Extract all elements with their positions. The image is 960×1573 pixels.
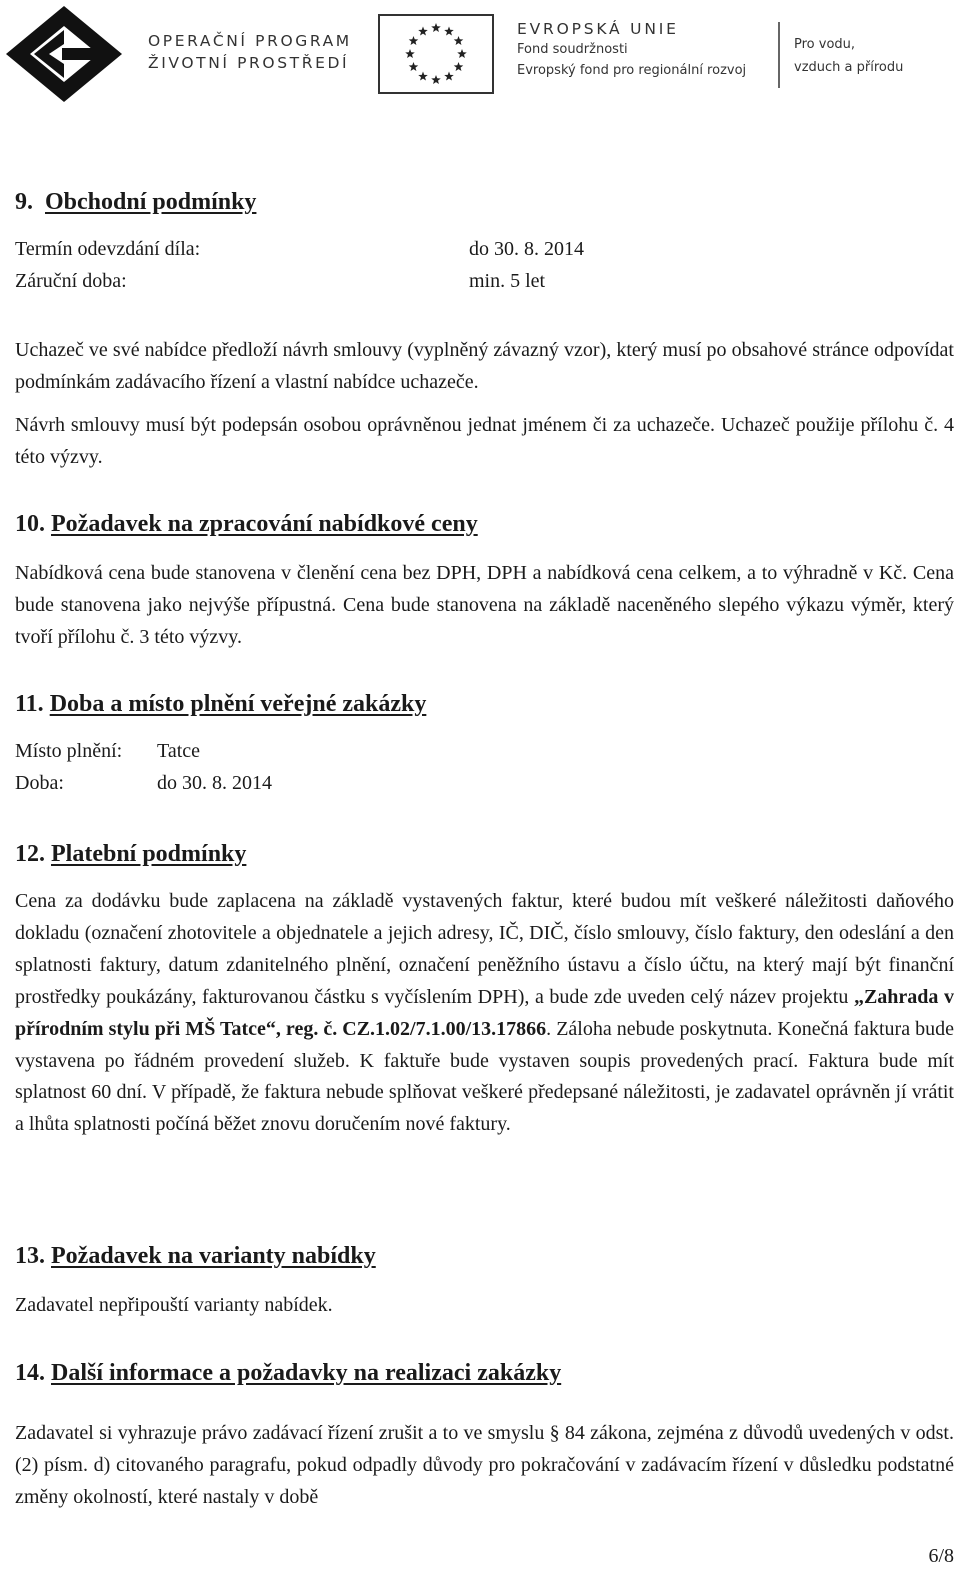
term-label: Termín odevzdání díla:: [15, 238, 201, 260]
section-title: Platební podmínky: [51, 841, 247, 867]
warranty-row: [15, 270, 546, 293]
page-number: 6/8: [928, 1545, 954, 1567]
header-divider: [778, 22, 780, 88]
eu-title: EVROPSKÁ UNIE: [517, 20, 679, 38]
program-line-1: OPERAČNÍ PROGRAM: [148, 32, 352, 50]
project-name: „Zahrada v přírodním stylu při MŠ Tatce“, reg. č. CZ.1.02/7.1.00/13.17866: [15, 985, 954, 1040]
section-number: 11.: [15, 691, 44, 717]
section-9-paragraph-2: Návrh smlouvy musí být podepsán osobou oprávněnou jednat jménem či za uchazeče. Uchazeč použije přílohu č. 4 této výzvy.: [15, 414, 954, 468]
section-number: 12.: [15, 841, 45, 867]
section-number: 9.: [15, 189, 33, 215]
time-row: [15, 772, 272, 795]
eu-star-icon: [444, 72, 454, 81]
section-14-paragraph: Zadavatel si vyhrazuje právo zadávací řízení zrušit a to ve smyslu § 84 zákona, zejména z důvodů uvedených v odst. (2) písm. d) citovaného paragrafu, pokud odpadly důvody pro pokračování v zadávacím řízení v důsledku podstatné změny okolností, které nastaly v době: [15, 1422, 954, 1508]
section-title: Doba a místo plnění veřejné zakázky: [49, 691, 427, 717]
section-10-heading: [15, 511, 478, 538]
section-number: 14.: [15, 1360, 45, 1386]
slogan-line-1: Pro vodu,: [794, 37, 856, 52]
warranty-label: Záruční doba:: [15, 270, 127, 292]
place-label: Místo plnění:: [15, 740, 123, 762]
section-13-heading: [15, 1243, 376, 1270]
payment-text-a: Cena za dodávku bude zaplacena na základě vystavených faktur, které budou mít veškeré náležitosti daňového dokladu (označení zhotovitele a objednatele a jejich adresy, IČ, DIČ, číslo smlouvy, číslo faktury, den odeslání a den splatnosti faktury, datum zdanitelného plnění, označení peněžního ústavu a číslo účtu, na který mají být finanční prostředky poukázány, fakturovanou částku s vyčíslením DPH), a bude zde uveden celý název projektu: [15, 890, 954, 1008]
section-14-heading: [15, 1360, 561, 1387]
program-line-2: ŽIVOTNÍ PROSTŘEDÍ: [148, 54, 350, 72]
page-header: [0, 0, 960, 110]
opzp-logo-icon: [4, 4, 124, 104]
eu-star-icon: [409, 36, 419, 45]
section-13-paragraph: Zadavatel nepřipouští varianty nabídek.: [15, 1294, 333, 1316]
place-row: [15, 740, 201, 763]
section-title: Další informace a požadavky na realizaci zakázky: [51, 1360, 562, 1386]
eu-flag-icon: [378, 14, 494, 94]
slogan: [794, 33, 903, 79]
program-name: [148, 30, 352, 74]
eu-star-icon: [454, 62, 464, 71]
section-title: Obchodní podmínky: [45, 189, 257, 215]
eu-star-icon: [457, 49, 467, 58]
section-11-heading: [15, 691, 426, 718]
time-label: Doba:: [15, 772, 64, 794]
section-9-paragraph-1: Uchazeč ve své nabídce předloží návrh smlouvy (vyplněný závazný vzor), který musí po obsahové stránce odpovídat podmínkám zadávacího řízení a vlastní nabídce uchazeče.: [15, 339, 954, 393]
eu-star-icon: [418, 72, 428, 81]
section-number: 13.: [15, 1243, 45, 1269]
term-value: do 30. 8. 2014: [469, 238, 584, 260]
slogan-line-2: vzduch a přírodu: [794, 60, 904, 75]
payment-text-b: . Záloha nebude poskytnuta. Konečná faktura bude vystavena po řádném provedení služeb. K faktuře bude vystaven soupis provedených prací. Faktura bude mít splatnost 60 dní. V případě, že faktura nebude splňovat veškeré předepsané náležitosti, je zadavatel oprávněn jí vrátit a lhůta splatnosti počíná běžet znovu doručením nové faktury.: [15, 1017, 955, 1136]
eu-text-block: [517, 19, 746, 81]
eu-star-icon: [431, 23, 441, 32]
section-12-heading: [15, 841, 246, 868]
eu-star-icon: [444, 26, 454, 35]
section-9-heading: [15, 189, 256, 216]
section-title: Požadavek na varianty nabídky: [51, 1243, 376, 1269]
eu-fund-1: Fond soudržnosti: [517, 42, 628, 57]
eu-star-icon: [454, 36, 464, 45]
term-row: [15, 238, 584, 261]
time-value: do 30. 8. 2014: [157, 772, 272, 794]
eu-star-icon: [431, 75, 441, 84]
section-12-paragraph: [15, 886, 954, 1141]
eu-star-icon: [405, 49, 415, 58]
section-10-paragraph: Nabídková cena bude stanovena v členění cena bez DPH, DPH a nabídková cena celkem, a to výhradně v Kč. Cena bude stanovena jako nejvýše přípustná. Cena bude stanovena na základě naceněného slepého výkazu výměr, který tvoří přílohu č. 3 této výzvy.: [15, 562, 954, 648]
warranty-value: min. 5 let: [469, 270, 546, 292]
section-title: Požadavek na zpracování nabídkové ceny: [51, 511, 478, 537]
eu-star-icon: [409, 62, 419, 71]
place-value: Tatce: [157, 740, 201, 762]
section-number: 10.: [15, 511, 45, 537]
eu-star-icon: [418, 26, 428, 35]
eu-fund-2: Evropský fond pro regionální rozvoj: [517, 63, 747, 78]
